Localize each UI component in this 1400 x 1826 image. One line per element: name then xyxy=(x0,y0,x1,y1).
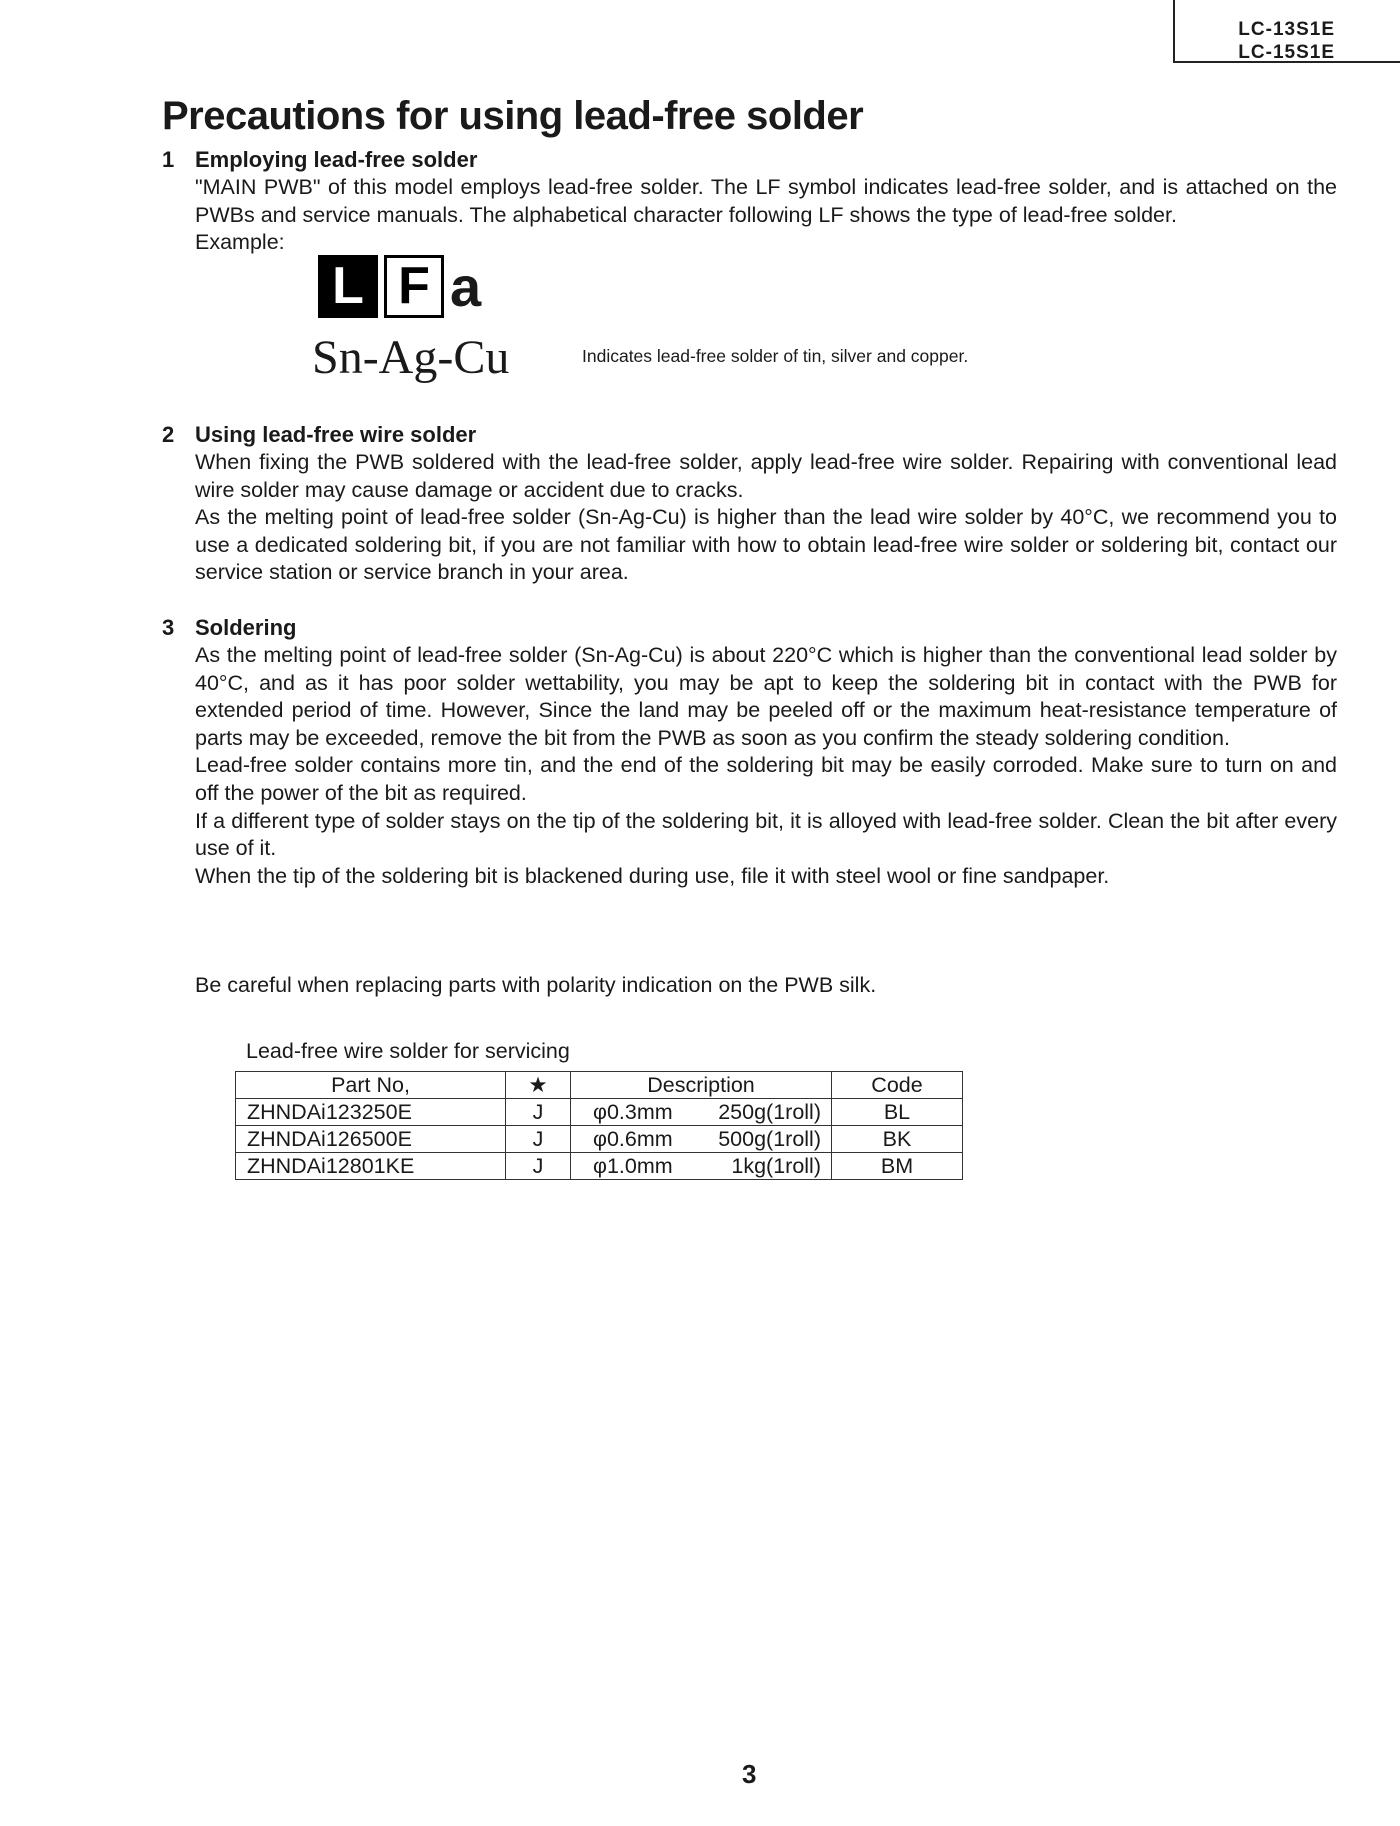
roll-weight: 250g(1roll) xyxy=(718,1099,821,1124)
price-code: BL xyxy=(832,1099,963,1126)
star-rank: J xyxy=(506,1099,571,1126)
section-2-title: Using lead-free wire solder xyxy=(195,422,477,447)
wire-diameter: φ0.3mm xyxy=(593,1099,673,1124)
section-3-paragraph: As the melting point of lead-free solder (Sn-Ag-Cu) is about 220°C which is higher than the conventional lead solder by 40°C, and as it has poor solder wettability, you may be apt to keep the soldering bit in contact with the PWB for extended period of time. However, Since the land may be peeled off or the maximum heat-resistance temperature of parts may be exceeded, remove the bit from the PWB as soon as you confirm the steady soldering condition. xyxy=(195,643,1337,750)
price-code: BM xyxy=(832,1153,963,1180)
lf-symbol-letter: a xyxy=(450,254,482,318)
section-1-heading xyxy=(162,146,1337,174)
model-number-box xyxy=(1173,0,1400,63)
description-cell xyxy=(571,1153,832,1180)
section-2-number: 2 xyxy=(162,422,175,447)
header-star: ★ xyxy=(506,1072,571,1099)
model-number-2: LC-15S1E xyxy=(1238,42,1335,63)
alloy-name: Sn-Ag-Cu xyxy=(312,331,510,384)
wire-diameter: φ1.0mm xyxy=(593,1153,673,1178)
lf-symbol-l: L xyxy=(318,255,378,318)
price-code: BK xyxy=(832,1126,963,1153)
table-row xyxy=(236,1099,963,1126)
section-3-title: Soldering xyxy=(195,615,297,640)
star-rank: J xyxy=(506,1153,571,1180)
section-3-paragraph: If a different type of solder stays on the tip of the soldering bit, it is alloyed with lead-free solder. Clean the bit after every use of it. xyxy=(195,808,1337,861)
table-row xyxy=(236,1126,963,1153)
description-cell xyxy=(571,1099,832,1126)
page-number: 3 xyxy=(742,1759,757,1789)
roll-weight: 1kg(1roll) xyxy=(731,1153,821,1178)
roll-weight: 500g(1roll) xyxy=(718,1126,821,1151)
header-description: Description xyxy=(571,1072,832,1099)
wire-diameter: φ0.6mm xyxy=(593,1126,673,1151)
lf-symbol-f: F xyxy=(384,255,444,318)
solder-parts-table xyxy=(235,1071,963,1180)
page-title: Precautions for using lead-free solder xyxy=(162,94,864,138)
lf-symbol xyxy=(318,253,481,320)
section-2-paragraph: When fixing the PWB soldered with the lead-free solder, apply lead-free wire solder. Repairing with conventional lead wire solder may cause damage or accident due to cracks. xyxy=(195,450,1337,502)
section-2 xyxy=(162,421,1337,587)
section-3-number: 3 xyxy=(162,615,175,640)
table-row xyxy=(236,1153,963,1180)
header-part-no: Part No, xyxy=(236,1072,506,1099)
section-3-paragraph: When the tip of the soldering bit is blackened during use, file it with steel wool or fine sandpaper. xyxy=(195,863,1110,888)
example-label: Example: xyxy=(195,230,285,255)
header-code: Code xyxy=(832,1072,963,1099)
table-caption: Lead-free wire solder for servicing xyxy=(246,1039,570,1063)
polarity-caution: Be careful when replacing parts with polarity indication on the PWB silk. xyxy=(195,973,877,997)
section-2-paragraph: As the melting point of lead-free solder (Sn-Ag-Cu) is higher than the lead wire solder by 40°C, we recommend you to use a dedicated soldering bit, if you are not familiar with how to obtain lead-free wire solder or soldering bit, contact our service station or service branch in your area. xyxy=(195,505,1337,585)
section-3-heading xyxy=(162,614,1337,642)
section-1-title: Employing lead-free solder xyxy=(195,147,478,172)
section-1 xyxy=(162,146,1337,257)
part-number: ZHNDAi123250E xyxy=(236,1099,506,1126)
part-number: ZHNDAi12801KE xyxy=(236,1153,506,1180)
section-3-paragraph: Lead-free solder contains more tin, and the end of the soldering bit may be easily corroded. Make sure to turn on and off the power of the bit as required. xyxy=(195,753,1337,805)
section-1-number: 1 xyxy=(162,147,175,172)
section-1-text: "MAIN PWB" of this model employs lead-free solder. The LF symbol indicates lead-free solder, and is attached on the PWBs and service manuals. The alphabetical character following LF shows the type of lead-free solder. xyxy=(195,175,1337,227)
description-cell xyxy=(571,1126,832,1153)
model-number-1: LC-13S1E xyxy=(1238,19,1335,40)
part-number: ZHNDAi126500E xyxy=(236,1126,506,1153)
alloy-note: Indicates lead-free solder of tin, silver and copper. xyxy=(582,346,969,366)
table-header-row xyxy=(236,1072,963,1099)
section-2-heading xyxy=(162,421,1337,449)
section-3 xyxy=(162,614,1337,890)
star-rank: J xyxy=(506,1126,571,1153)
